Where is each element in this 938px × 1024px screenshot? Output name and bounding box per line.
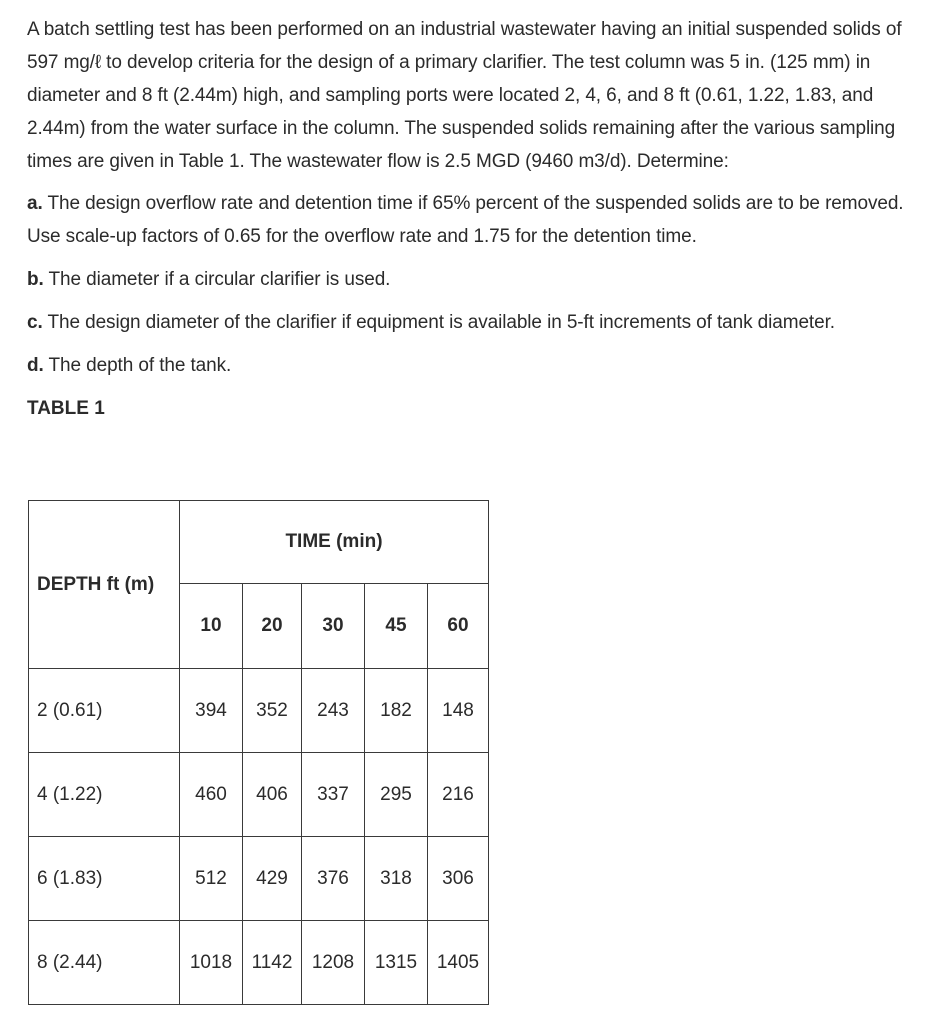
part-c-letter: c. — [27, 312, 43, 333]
depth-header: DEPTH ft (m) — [29, 501, 180, 669]
value-cell: 1315 — [365, 921, 428, 1005]
value-cell: 352 — [243, 669, 302, 753]
time-col-45: 45 — [365, 584, 428, 669]
depth-cell: 4 (1.22) — [29, 753, 180, 837]
value-cell: 512 — [180, 837, 243, 921]
value-cell: 295 — [365, 753, 428, 837]
value-cell: 406 — [243, 753, 302, 837]
value-cell: 376 — [302, 837, 365, 921]
value-cell: 182 — [365, 669, 428, 753]
value-cell: 1018 — [180, 921, 243, 1005]
problem-statement — [27, 13, 917, 425]
table-row — [29, 837, 489, 921]
part-d-letter: d. — [27, 355, 44, 376]
part-c-text: The design diameter of the clarifier if equipment is available in 5-ft increments of tank diameter. — [42, 312, 835, 333]
depth-cell: 6 (1.83) — [29, 837, 180, 921]
part-b — [27, 263, 917, 296]
value-cell: 460 — [180, 753, 243, 837]
time-col-30: 30 — [302, 584, 365, 669]
part-a — [27, 187, 917, 253]
part-d — [27, 349, 917, 382]
value-cell: 1405 — [428, 921, 489, 1005]
value-cell: 148 — [428, 669, 489, 753]
value-cell: 318 — [365, 837, 428, 921]
depth-cell: 2 (0.61) — [29, 669, 180, 753]
time-col-60: 60 — [428, 584, 489, 669]
value-cell: 306 — [428, 837, 489, 921]
part-a-text: The design overflow rate and detention time if 65% percent of the suspended solids are to be removed. Use scale-up factors of 0.65 for the overflow rate and 1.75 for the detention time. — [27, 193, 904, 247]
intro-paragraph: A batch settling test has been performed on an industrial wastewater having an initial suspended solids of 597 mg/ℓ to develop criteria for the design of a primary clarifier. The test column was 5 in. (125 mm) in diameter and 8 ft (2.44m) high, and sampling ports were located 2, 4, 6, and 8 ft (0.61, 1.22, 1.83, and 2.44m) from the water surface in the column. The suspended solids remaining after the various sampling times are given in Table 1. The wastewater flow is 2.5 MGD (9460 m3/d). Determine: — [27, 19, 902, 172]
settling-data-table — [28, 500, 489, 1005]
part-d-text: The depth of the tank. — [43, 355, 232, 376]
table-row — [29, 921, 489, 1005]
table-row — [29, 669, 489, 753]
part-c — [27, 306, 917, 339]
value-cell: 337 — [302, 753, 365, 837]
depth-cell: 8 (2.44) — [29, 921, 180, 1005]
table-row — [29, 753, 489, 837]
value-cell: 1142 — [243, 921, 302, 1005]
time-header: TIME (min) — [180, 501, 489, 584]
table-header-row — [29, 501, 489, 584]
part-b-letter: b. — [27, 269, 44, 290]
table-title: TABLE 1 — [27, 398, 105, 419]
part-b-text: The diameter if a circular clarifier is used. — [43, 269, 391, 290]
time-col-20: 20 — [243, 584, 302, 669]
value-cell: 429 — [243, 837, 302, 921]
value-cell: 243 — [302, 669, 365, 753]
value-cell: 394 — [180, 669, 243, 753]
time-col-10: 10 — [180, 584, 243, 669]
part-a-letter: a. — [27, 193, 43, 214]
value-cell: 1208 — [302, 921, 365, 1005]
value-cell: 216 — [428, 753, 489, 837]
